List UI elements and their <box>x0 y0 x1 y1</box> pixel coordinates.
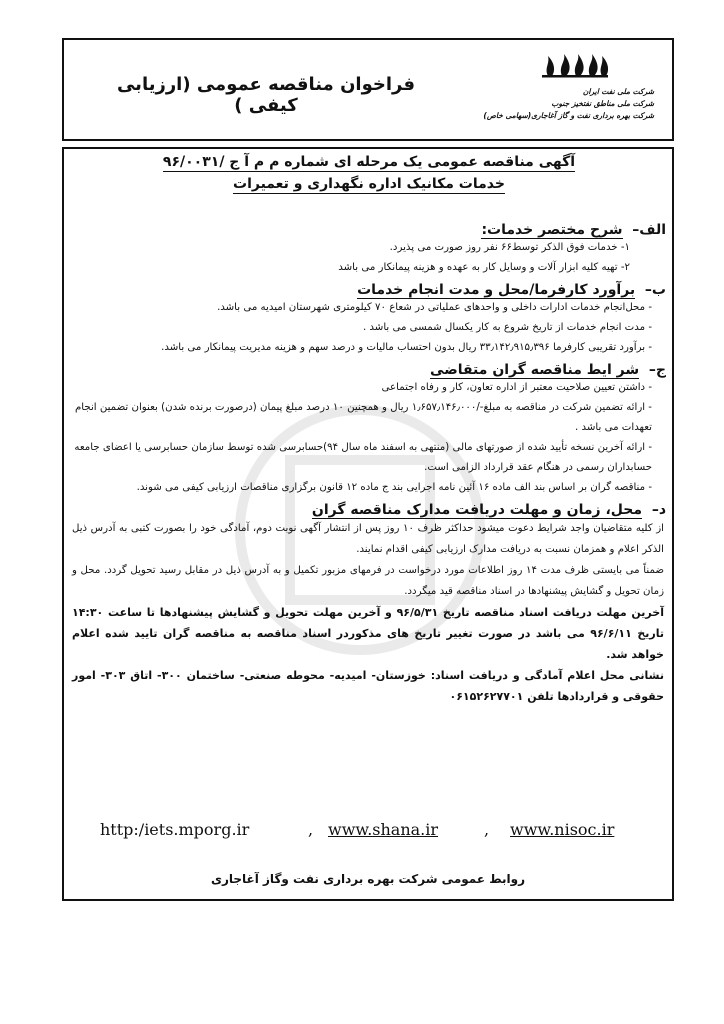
org-line-2: شرکت ملی مناطق نفتخیز جنوب <box>551 99 654 108</box>
link-nisoc[interactable]: www.nisoc.ir <box>510 820 615 839</box>
section-b-item: - برآورد تقریبی کارفرما ۳۳٫۱۴۲٫۹۱۵٫۳۹۶ ریال بدون احتساب مالیات و درصد سهم و هزینه مدیریت پیمانکار می باشد. <box>161 342 652 353</box>
section-c-item: - ارائه تضمین شرکت در مناقصه به مبلغ-/۱٫۶۵۷٫۱۴۶٫۰۰۰ ریال و همچنین ۱۰ درصد مبلغ پیمان (درصورت برنده شدن) بعنوان تضمین انجام تعهدات می باشد . <box>74 402 652 433</box>
public-relations-footer: روابط عمومی شرکت بهره برداری نفت وگاز آغاجاری <box>210 872 526 886</box>
tender-subtitle: خدمات مکانیک اداره نگهداری و تعمیرات <box>233 176 505 192</box>
oil-company-flame-logo-icon <box>540 52 610 78</box>
company-logo-block <box>458 52 654 122</box>
section-d-paragraph: از کلیه متقاضیان واجد شرایط دعوت میشود حداکثر ظرف ۱۰ روز پس از انتشار آگهی نوبت دوم، آمادگی خود را بصورت کتبی به آدرس ذیل الذکر اعلام و همزمان نسبت به دریافت مدارک ارزیابی کیفی اقدام نمایند. <box>72 523 664 555</box>
section-c-item: - داشتن تعیین صلاحیت معتبر از اداره تعاون، کار و رفاه اجتماعی <box>381 382 652 393</box>
address-paragraph: نشانی محل اعلام آمادگی و دریافت اسناد: خوزستان- امیدیه- محوطه صنعتی- ساختمان ۳۰۰- اتاق ۳۰۳- امور حقوقی و قراردادها تلفن ۰۶۱۵۲۶۲۷۷۰۱ <box>72 669 664 703</box>
tender-title: آگهی مناقصه عمومی یک مرحله ای شماره م م آ ج /۹۶/۰۰۳۱ <box>162 154 576 170</box>
section-c-item: - ارائه آخرین نسخه تأیید شده از صورتهای مالی (منتهی به اسفند ماه سال ۹۴)حسابرسی شده توسط سازمان حسابرسی یا اعضای جامعه حسابداران رسمی در هنگام عقد قرارداد الزامی است. <box>74 442 652 473</box>
org-line-3: شرکت بهره برداری نفت و گاز آغاجاری(سهامی خاص) <box>483 111 654 120</box>
deadline-paragraph: آخرین مهلت دریافت اسناد مناقصه تاریخ ۹۶/۵/۳۱ و آخرین مهلت تحویل و گشایش پیشنهادها تا ساعت ۱۴:۳۰ تاریخ ۹۶/۶/۱۱ می باشد در صورت تغییر تاریخ های مذکوردر اسناد مناقصه به مناقصه گران تایید شده اعلام خواهد شد. <box>72 606 664 661</box>
section-b-item: - محل‌انجام خدمات ادارات داخلی و واحدهای عملیاتی در شعاع ۷۰ کیلومتری شهرستان امیدیه می باشد. <box>217 302 652 313</box>
link-separator: , <box>308 820 314 839</box>
org-line-1: شرکت ملی نفت ایران <box>582 87 654 96</box>
section-d-paragraph: ضمناً می بایستی ظرف مدت ۱۴ روز اطلاعات مورد درخواست در فرمهای مزبور تکمیل و به آدرس ذیل در مقابل رسید تحویل گردد. محل و زمان تحویل و گشایش پیشنهادها در اسناد مناقصه قید میگردد. <box>72 565 664 597</box>
notice-body <box>72 150 666 707</box>
section-a-item: ۲- تهیه کلیه ابزار آلات و وسایل کار به عهده و هزینه پیمانکار می باشد <box>338 262 630 273</box>
link-iets[interactable]: http:/iets.mporg.ir <box>100 820 250 839</box>
section-a-heading: الف– شرح مختصر خدمات: <box>481 222 666 238</box>
section-b-item: - مدت انجام خدمات از تاریخ شروع به کار یکسال شمسی می باشد . <box>362 322 652 333</box>
page-title: فراخوان مناقصه عمومی (ارزیابی کیفی ) <box>116 74 416 116</box>
link-separator: , <box>484 820 490 839</box>
section-c-heading: ج– شر ایط مناقصه گران متقاضی <box>430 362 666 378</box>
website-links <box>100 820 640 844</box>
section-c-item: - مناقصه گران بر اساس بند الف ماده ۱۶ آئین نامه اجرایی بند ج ماده ۱۲ قانون برگزاری مناقصات ارزیابی کیفی می شوند. <box>136 482 652 493</box>
section-b-heading: ب– برآورد کارفرما/محل و مدت انجام خدمات <box>357 282 666 298</box>
section-d-heading: د– محل، زمان و مهلت دریافت مدارک مناقصه گران <box>311 502 666 518</box>
link-shana[interactable]: www.shana.ir <box>328 820 439 839</box>
section-a-item: ۱- خدمات فوق الذکر توسط۶۶ نفر روز صورت می پذیرد. <box>389 242 630 253</box>
